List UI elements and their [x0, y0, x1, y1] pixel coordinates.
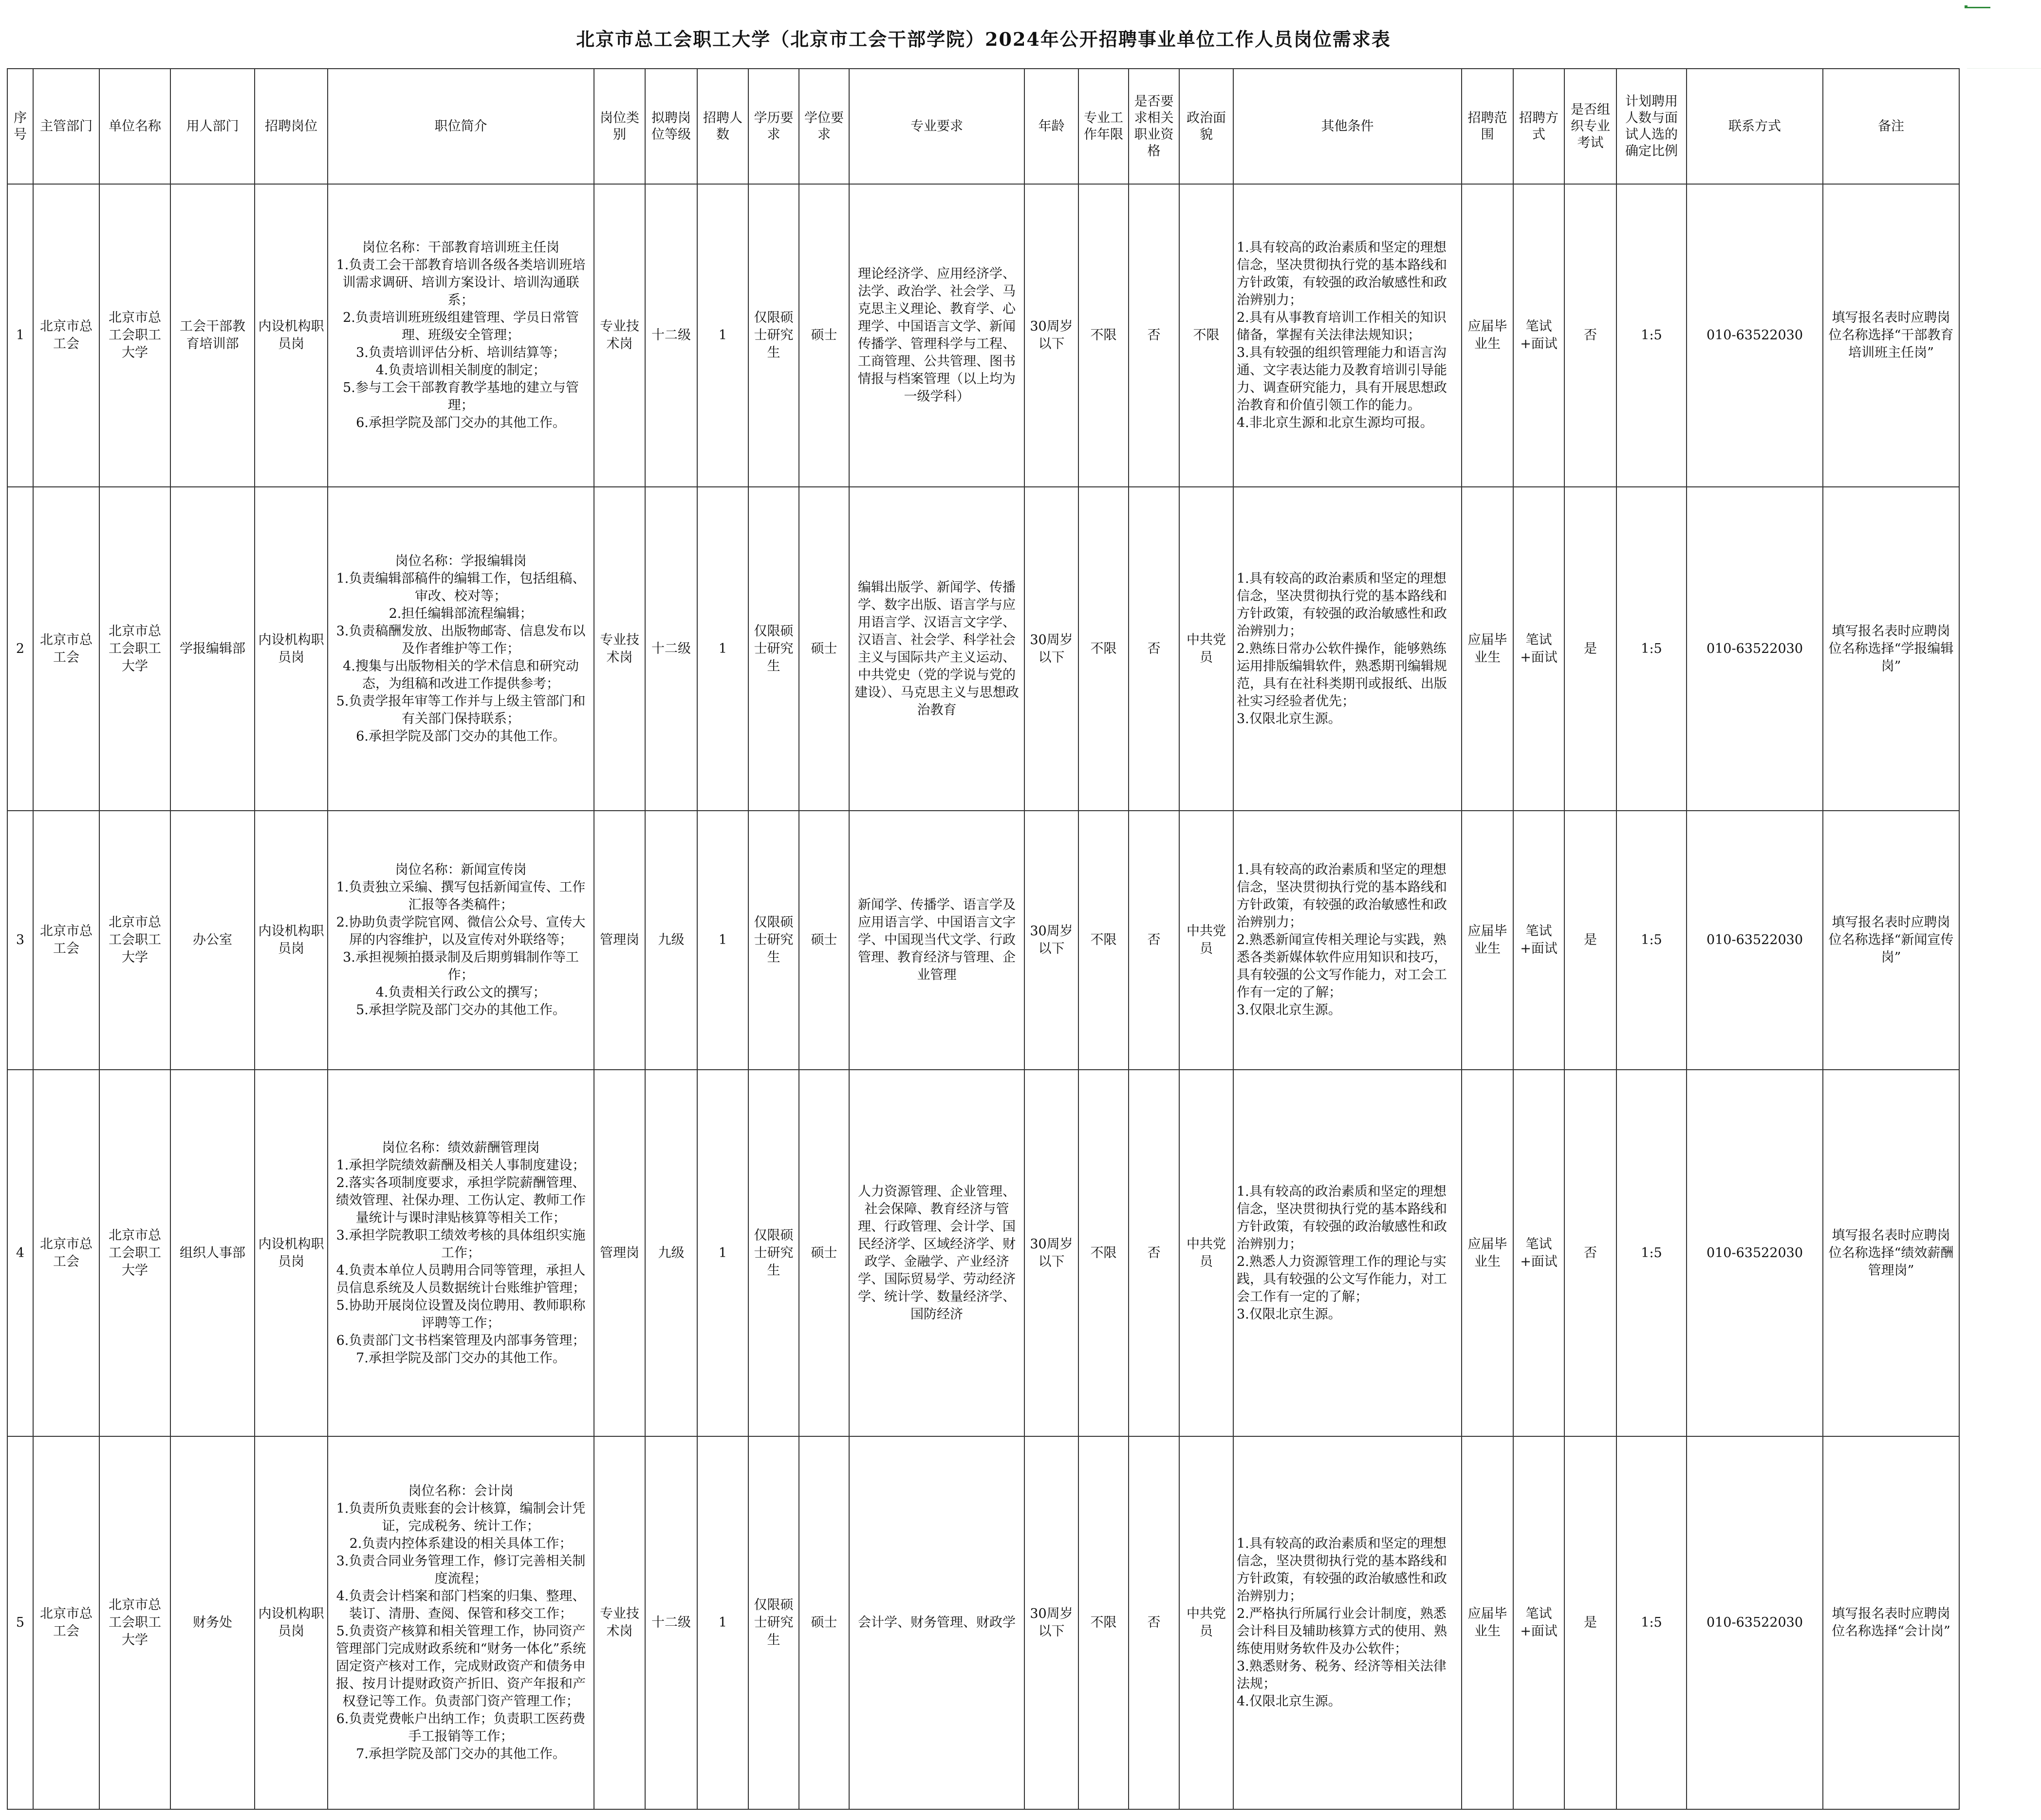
authority-cell: 北京市总工会 — [33, 487, 99, 811]
description-cell — [328, 1436, 594, 1809]
unit-cell: 北京市总工会职工大学 — [99, 1070, 170, 1436]
contact-cell: 010-63522030 — [1687, 487, 1823, 811]
method-cell: 笔试+面试 — [1513, 811, 1564, 1070]
ratio-cell: 1:5 — [1616, 487, 1687, 811]
description-line: 3.承担视频拍摄录制及后期剪辑制作等工作； — [343, 950, 579, 983]
level-cell: 九级 — [645, 1070, 697, 1436]
method-cell: 笔试+面试 — [1513, 1436, 1564, 1809]
count-cell: 1 — [697, 811, 748, 1070]
description-line: 5.承担学院及部门交办的其他工作。 — [356, 1003, 566, 1018]
condition-line: 3.仅限北京生源。 — [1237, 1003, 1341, 1018]
work-years-cell: 不限 — [1078, 811, 1129, 1070]
note-cell: 填写报名表时应聘岗位名称选择“会计岗” — [1823, 1436, 1959, 1809]
conditions-cell — [1233, 811, 1462, 1070]
work-years-cell: 不限 — [1078, 487, 1129, 811]
authority-cell: 北京市总工会 — [33, 1436, 99, 1809]
description-line: 岗位名称：学报编辑岗 — [395, 553, 527, 569]
exam-cell: 否 — [1564, 1070, 1616, 1436]
description-line: 4.负责本单位人员聘用合同等管理，承担人员信息系统及人员数据统计台账维护管理； — [336, 1263, 586, 1296]
work-years-cell: 不限 — [1078, 184, 1129, 487]
condition-line: 3.仅限北京生源。 — [1237, 711, 1341, 726]
level-cell: 十二级 — [645, 487, 697, 811]
description-cell — [328, 487, 594, 811]
dept-cell: 学报编辑部 — [170, 487, 255, 811]
header-cell: 拟聘岗位等级 — [645, 69, 697, 184]
note-cell: 填写报名表时应聘岗位名称选择“绩效薪酬管理岗” — [1823, 1070, 1959, 1436]
certification-cell: 否 — [1129, 1436, 1179, 1809]
age-cell: 30周岁以下 — [1024, 184, 1078, 487]
header-cell: 是否组织专业考试 — [1564, 69, 1616, 184]
level-cell: 九级 — [645, 811, 697, 1070]
row-number: 1 — [7, 184, 33, 487]
major-cell: 人力资源管理、企业管理、社会保障、教育经济与管理、行政管理、会计学、国民经济学、区域经济学、财政学、金融学、产业经济学、国际贸易学、劳动经济学、统计学、数量经济学、国防经济 — [849, 1070, 1024, 1436]
post-cell: 内设机构职员岗 — [255, 811, 328, 1070]
ratio-cell: 1:5 — [1616, 184, 1687, 487]
description-line: 5.负责资产核算和相关管理工作，协同资产管理部门完成财政系统和“财务一体化”系统固定资产核对工作，完成财政资产和债务申报、按月计提财政资产折旧、资产年报和产权登记等工作。负责部门资产管理工作； — [335, 1624, 586, 1709]
description-line: 1.负责独立采编、撰写包括新闻宣传、工作汇报等各类稿件； — [336, 880, 586, 912]
work-years-cell: 不限 — [1078, 1070, 1129, 1436]
political-cell: 中共党员 — [1179, 1436, 1233, 1809]
conditions-cell — [1233, 1070, 1462, 1436]
dept-cell: 财务处 — [170, 1436, 255, 1809]
note-cell: 填写报名表时应聘岗位名称选择“干部教育培训班主任岗” — [1823, 184, 1959, 487]
header-row — [7, 69, 1959, 184]
major-cell: 理论经济学、应用经济学、法学、政治学、社会学、马克思主义理论、教育学、心理学、中国语言文学、新闻传播学、管理科学与工程、工商管理、公共管理、图书情报与档案管理（以上均为一级学科） — [849, 184, 1024, 487]
ratio-cell: 1:5 — [1616, 1070, 1687, 1436]
authority-cell: 北京市总工会 — [33, 811, 99, 1070]
description-line: 2.负责培训班班级组建管理、学员日常管理、班级安全管理； — [343, 310, 579, 343]
header-cell: 学历要求 — [748, 69, 799, 184]
post-cell: 内设机构职员岗 — [255, 1436, 328, 1809]
category-cell: 专业技术岗 — [594, 184, 645, 487]
age-cell: 30周岁以下 — [1024, 1436, 1078, 1809]
unit-cell: 北京市总工会职工大学 — [99, 184, 170, 487]
exam-cell: 是 — [1564, 487, 1616, 811]
description-line: 2.担任编辑部流程编辑； — [389, 606, 533, 621]
contact-cell: 010-63522030 — [1687, 1070, 1823, 1436]
description-line: 1.负责所负责账套的会计核算，编制会计凭证，完成税务、统计工作； — [336, 1501, 586, 1534]
education-cell: 仅限硕士研究生 — [748, 1436, 799, 1809]
scope-cell: 应届毕业生 — [1462, 1436, 1513, 1809]
political-cell: 中共党员 — [1179, 487, 1233, 811]
dept-cell: 组织人事部 — [170, 1070, 255, 1436]
description-line: 岗位名称：会计岗 — [408, 1484, 514, 1499]
age-cell: 30周岁以下 — [1024, 487, 1078, 811]
education-cell: 仅限硕士研究生 — [748, 1070, 799, 1436]
age-cell: 30周岁以下 — [1024, 811, 1078, 1070]
header-cell: 年龄 — [1024, 69, 1078, 184]
method-cell: 笔试+面试 — [1513, 1070, 1564, 1436]
post-cell: 内设机构职员岗 — [255, 487, 328, 811]
dept-cell: 工会干部教育培训部 — [170, 184, 255, 487]
condition-line: 2.熟悉新闻宣传相关理论与实践，熟悉各类新媒体软件应用知识和技巧，具有较强的公文写作能力，对工会工作有一定的了解； — [1237, 932, 1447, 1000]
row-number: 5 — [7, 1436, 33, 1809]
description-line: 6.承担学院及部门交办的其他工作。 — [356, 728, 566, 744]
exam-cell: 是 — [1564, 811, 1616, 1070]
description-line: 2.落实各项制度要求，承担学院薪酬管理、绩效管理、社保办理、工伤认定、教师工作量统计与课时津贴核算等相关工作； — [336, 1175, 586, 1226]
certification-cell: 否 — [1129, 184, 1179, 487]
description-line: 6.承担学院及部门交办的其他工作。 — [356, 415, 566, 430]
level-cell: 十二级 — [645, 184, 697, 487]
method-cell: 笔试+面试 — [1513, 487, 1564, 811]
unit-cell: 北京市总工会职工大学 — [99, 1436, 170, 1809]
description-line: 5.负责学报年审等工作并与上级主管部门和有关部门保持联系； — [336, 693, 586, 726]
note-cell: 填写报名表时应聘岗位名称选择“学报编辑岗” — [1823, 487, 1959, 811]
description-line: 7.承担学院及部门交办的其他工作。 — [356, 1746, 566, 1762]
condition-line: 3.熟悉财务、税务、经济等相关法律法规； — [1237, 1659, 1447, 1691]
count-cell: 1 — [697, 184, 748, 487]
post-cell: 内设机构职员岗 — [255, 1070, 328, 1436]
note-cell: 填写报名表时应聘岗位名称选择“新闻宣传岗” — [1823, 811, 1959, 1070]
dept-cell: 办公室 — [170, 811, 255, 1070]
description-line: 3.承担学院教职工绩效考核的具体组织实施工作； — [336, 1227, 586, 1261]
header-cell: 招聘范围 — [1462, 69, 1513, 184]
header-cell: 招聘岗位 — [255, 69, 328, 184]
conditions-cell — [1233, 184, 1462, 487]
condition-line: 2.熟悉人力资源管理工作的理论与实践，具有较强的公文写作能力，对工会工作有一定的了解； — [1237, 1254, 1447, 1304]
category-cell: 管理岗 — [594, 1070, 645, 1436]
exam-cell: 是 — [1564, 1436, 1616, 1809]
authority-cell: 北京市总工会 — [33, 1070, 99, 1436]
header-cell: 联系方式 — [1687, 69, 1823, 184]
contact-cell: 010-63522030 — [1687, 184, 1823, 487]
description-line: 5.协助开展岗位设置及岗位聘用、教师职称评聘等工作； — [336, 1298, 586, 1331]
description-line: 岗位名称：新闻宣传岗 — [395, 862, 527, 877]
header-cell: 专业要求 — [849, 69, 1024, 184]
contact-cell: 010-63522030 — [1687, 1436, 1823, 1809]
table-row — [7, 1070, 1959, 1436]
row-number: 2 — [7, 487, 33, 811]
political-cell: 中共党员 — [1179, 1070, 1233, 1436]
description-line: 岗位名称：绩效薪酬管理岗 — [382, 1140, 540, 1155]
condition-line: 1.具有较高的政治素质和坚定的理想信念，坚决贯彻执行党的基本路线和方针政策，有较强的政治敏感性和政治辨别力； — [1237, 571, 1447, 639]
row-number: 3 — [7, 811, 33, 1070]
description-cell — [328, 1070, 594, 1436]
condition-line: 4.仅限北京生源。 — [1237, 1694, 1341, 1709]
description-line: 1.负责编辑部稿件的编辑工作，包括组稿、审改、校对等； — [336, 571, 586, 604]
table-row — [7, 1436, 1959, 1809]
description-cell — [328, 184, 594, 487]
description-line: 6.负责部门文书档案管理及内部事务管理； — [336, 1333, 586, 1348]
degree-cell: 硕士 — [799, 1436, 849, 1809]
grid-edge — [1967, 68, 2041, 69]
condition-line: 4.非北京生源和北京生源均可报。 — [1237, 415, 1433, 430]
header-cell: 岗位类别 — [594, 69, 645, 184]
description-line: 4.负责会计档案和部门档案的归集、整理、装订、清册、查阅、保管和移交工作； — [336, 1589, 586, 1621]
description-line: 2.协助负责学院官网、微信公众号、宣传大屏的内容维护，以及宣传对外联络等； — [336, 915, 586, 947]
condition-line: 2.具有从事教育培训工作相关的知识储备，掌握有关法律法规知识； — [1237, 310, 1447, 343]
education-cell: 仅限硕士研究生 — [748, 811, 799, 1070]
major-cell: 会计学、财务管理、财政学 — [849, 1436, 1024, 1809]
description-line: 4.负责培训相关制度的制定； — [375, 363, 546, 378]
unit-cell: 北京市总工会职工大学 — [99, 811, 170, 1070]
category-cell: 管理岗 — [594, 811, 645, 1070]
description-line: 4.搜集与出版物相关的学术信息和研究动态，为组稿和改进工作提供参考； — [343, 658, 579, 691]
work-years-cell: 不限 — [1078, 1436, 1129, 1809]
header-cell: 用人部门 — [170, 69, 255, 184]
education-cell: 仅限硕士研究生 — [748, 487, 799, 811]
degree-cell: 硕士 — [799, 487, 849, 811]
count-cell: 1 — [697, 487, 748, 811]
header-cell: 学位要求 — [799, 69, 849, 184]
header-cell: 单位名称 — [99, 69, 170, 184]
major-cell: 编辑出版学、新闻学、传播学、数字出版、语言学与应用语言学、汉语言文字学、汉语言、社会学、科学社会主义与国际共产主义运动、中共党史（党的学说与党的建设）、马克思主义与思想政治教育 — [849, 487, 1024, 811]
description-line: 7.承担学院及部门交办的其他工作。 — [356, 1350, 566, 1366]
education-cell: 仅限硕士研究生 — [748, 184, 799, 487]
conditions-cell — [1233, 487, 1462, 811]
authority-cell: 北京市总工会 — [33, 184, 99, 487]
condition-line: 1.具有较高的政治素质和坚定的理想信念，坚决贯彻执行党的基本路线和方针政策，有较强的政治敏感性和政治辨别力； — [1237, 862, 1447, 930]
header-cell: 序号 — [7, 69, 33, 184]
conditions-cell — [1233, 1436, 1462, 1809]
unit-cell: 北京市总工会职工大学 — [99, 487, 170, 811]
political-cell: 不限 — [1179, 184, 1233, 487]
description-line: 3.负责稿酬发放、出版物邮寄、信息发布以及作者维护等工作； — [336, 623, 586, 656]
count-cell: 1 — [697, 1436, 748, 1809]
description-line: 1.承担学院绩效薪酬及相关人事制度建设； — [336, 1157, 586, 1173]
degree-cell: 硕士 — [799, 811, 849, 1070]
row-number: 4 — [7, 1070, 33, 1436]
table-row — [7, 487, 1959, 811]
condition-line: 1.具有较高的政治素质和坚定的理想信念，坚决贯彻执行党的基本路线和方针政策，有较强的政治敏感性和政治辨别力； — [1237, 1184, 1447, 1252]
header-cell: 主管部门 — [33, 69, 99, 184]
category-cell: 专业技术岗 — [594, 487, 645, 811]
ratio-cell: 1:5 — [1616, 1436, 1687, 1809]
category-cell: 专业技术岗 — [594, 1436, 645, 1809]
header-cell: 招聘方式 — [1513, 69, 1564, 184]
degree-cell: 硕士 — [799, 184, 849, 487]
table-row — [7, 184, 1959, 487]
scope-cell: 应届毕业生 — [1462, 184, 1513, 487]
job-requirements-table — [7, 68, 1960, 1810]
description-line: 3.负责合同业务管理工作，修订完善相关制度流程； — [336, 1554, 586, 1586]
page-title: 北京市总工会职工大学（北京市工会干部学院）2024年公开招聘事业单位工作人员岗位需求表 — [576, 28, 1391, 50]
header-cell: 其他条件 — [1233, 69, 1462, 184]
header-cell: 计划聘用人数与面试人选的确定比例 — [1616, 69, 1687, 184]
header-cell: 职位简介 — [328, 69, 594, 184]
exam-cell: 否 — [1564, 184, 1616, 487]
degree-cell: 硕士 — [799, 1070, 849, 1436]
scope-cell: 应届毕业生 — [1462, 811, 1513, 1070]
description-cell — [328, 811, 594, 1070]
age-cell: 30周岁以下 — [1024, 1070, 1078, 1436]
contact-cell: 010-63522030 — [1687, 811, 1823, 1070]
method-cell: 笔试+面试 — [1513, 184, 1564, 487]
header-cell: 政治面貌 — [1179, 69, 1233, 184]
description-line: 4.负责相关行政公文的撰写； — [375, 985, 546, 1000]
condition-line: 3.具有较强的组织管理能力和语言沟通、文字表达能力及教育培训引导能力、调查研究能力，具有开展思想政治教育和价值引领工作的能力。 — [1237, 345, 1447, 413]
description-line: 5.参与工会干部教育教学基地的建立与管理； — [343, 380, 579, 413]
certification-cell: 否 — [1129, 1070, 1179, 1436]
table-row — [7, 811, 1959, 1070]
level-cell: 十二级 — [645, 1436, 697, 1809]
condition-line: 2.熟练日常办公软件操作，能够熟练运用排版编辑软件，熟悉期刊编辑规范，具有在社科类期刊或报纸、出版社实习经验者优先； — [1237, 641, 1447, 709]
header-cell: 是否要求相关职业资格 — [1129, 69, 1179, 184]
ratio-cell: 1:5 — [1616, 811, 1687, 1070]
description-line: 6.负责党费帐户出纳工作；负责职工医药费手工报销等工作； — [336, 1711, 586, 1744]
condition-line: 1.具有较高的政治素质和坚定的理想信念，坚决贯彻执行党的基本路线和方针政策，有较强的政治敏感性和政治辨别力； — [1237, 1536, 1447, 1604]
header-cell: 专业工作年限 — [1078, 69, 1129, 184]
scope-cell: 应届毕业生 — [1462, 487, 1513, 811]
condition-line: 1.具有较高的政治素质和坚定的理想信念，坚决贯彻执行党的基本路线和方针政策，有较强的政治敏感性和政治辨别力； — [1237, 240, 1447, 308]
condition-line: 3.仅限北京生源。 — [1237, 1306, 1341, 1322]
header-cell: 备注 — [1823, 69, 1959, 184]
certification-cell: 否 — [1129, 811, 1179, 1070]
major-cell: 新闻学、传播学、语言学及应用语言学、中国语言文字学、中国现当代文学、行政管理、教育经济与管理、企业管理 — [849, 811, 1024, 1070]
scope-cell: 应届毕业生 — [1462, 1070, 1513, 1436]
description-line: 岗位名称：干部教育培训班主任岗 — [362, 240, 559, 255]
certification-cell: 否 — [1129, 487, 1179, 811]
cell-corner-marker — [1966, 7, 1990, 10]
count-cell: 1 — [697, 1070, 748, 1436]
description-line: 2.负责内控体系建设的相关具体工作； — [349, 1536, 573, 1551]
post-cell: 内设机构职员岗 — [255, 184, 328, 487]
header-cell: 招聘人数 — [697, 69, 748, 184]
description-line: 3.负责培训评估分析、培训结算等； — [356, 345, 566, 360]
political-cell: 中共党员 — [1179, 811, 1233, 1070]
condition-line: 2.严格执行所属行业会计制度，熟悉会计科目及辅助核算方式的使用、熟练使用财务软件及办公软件； — [1237, 1606, 1447, 1656]
description-line: 1.负责工会干部教育培训各级各类培训班培训需求调研、培训方案设计、培训沟通联系； — [336, 258, 586, 308]
